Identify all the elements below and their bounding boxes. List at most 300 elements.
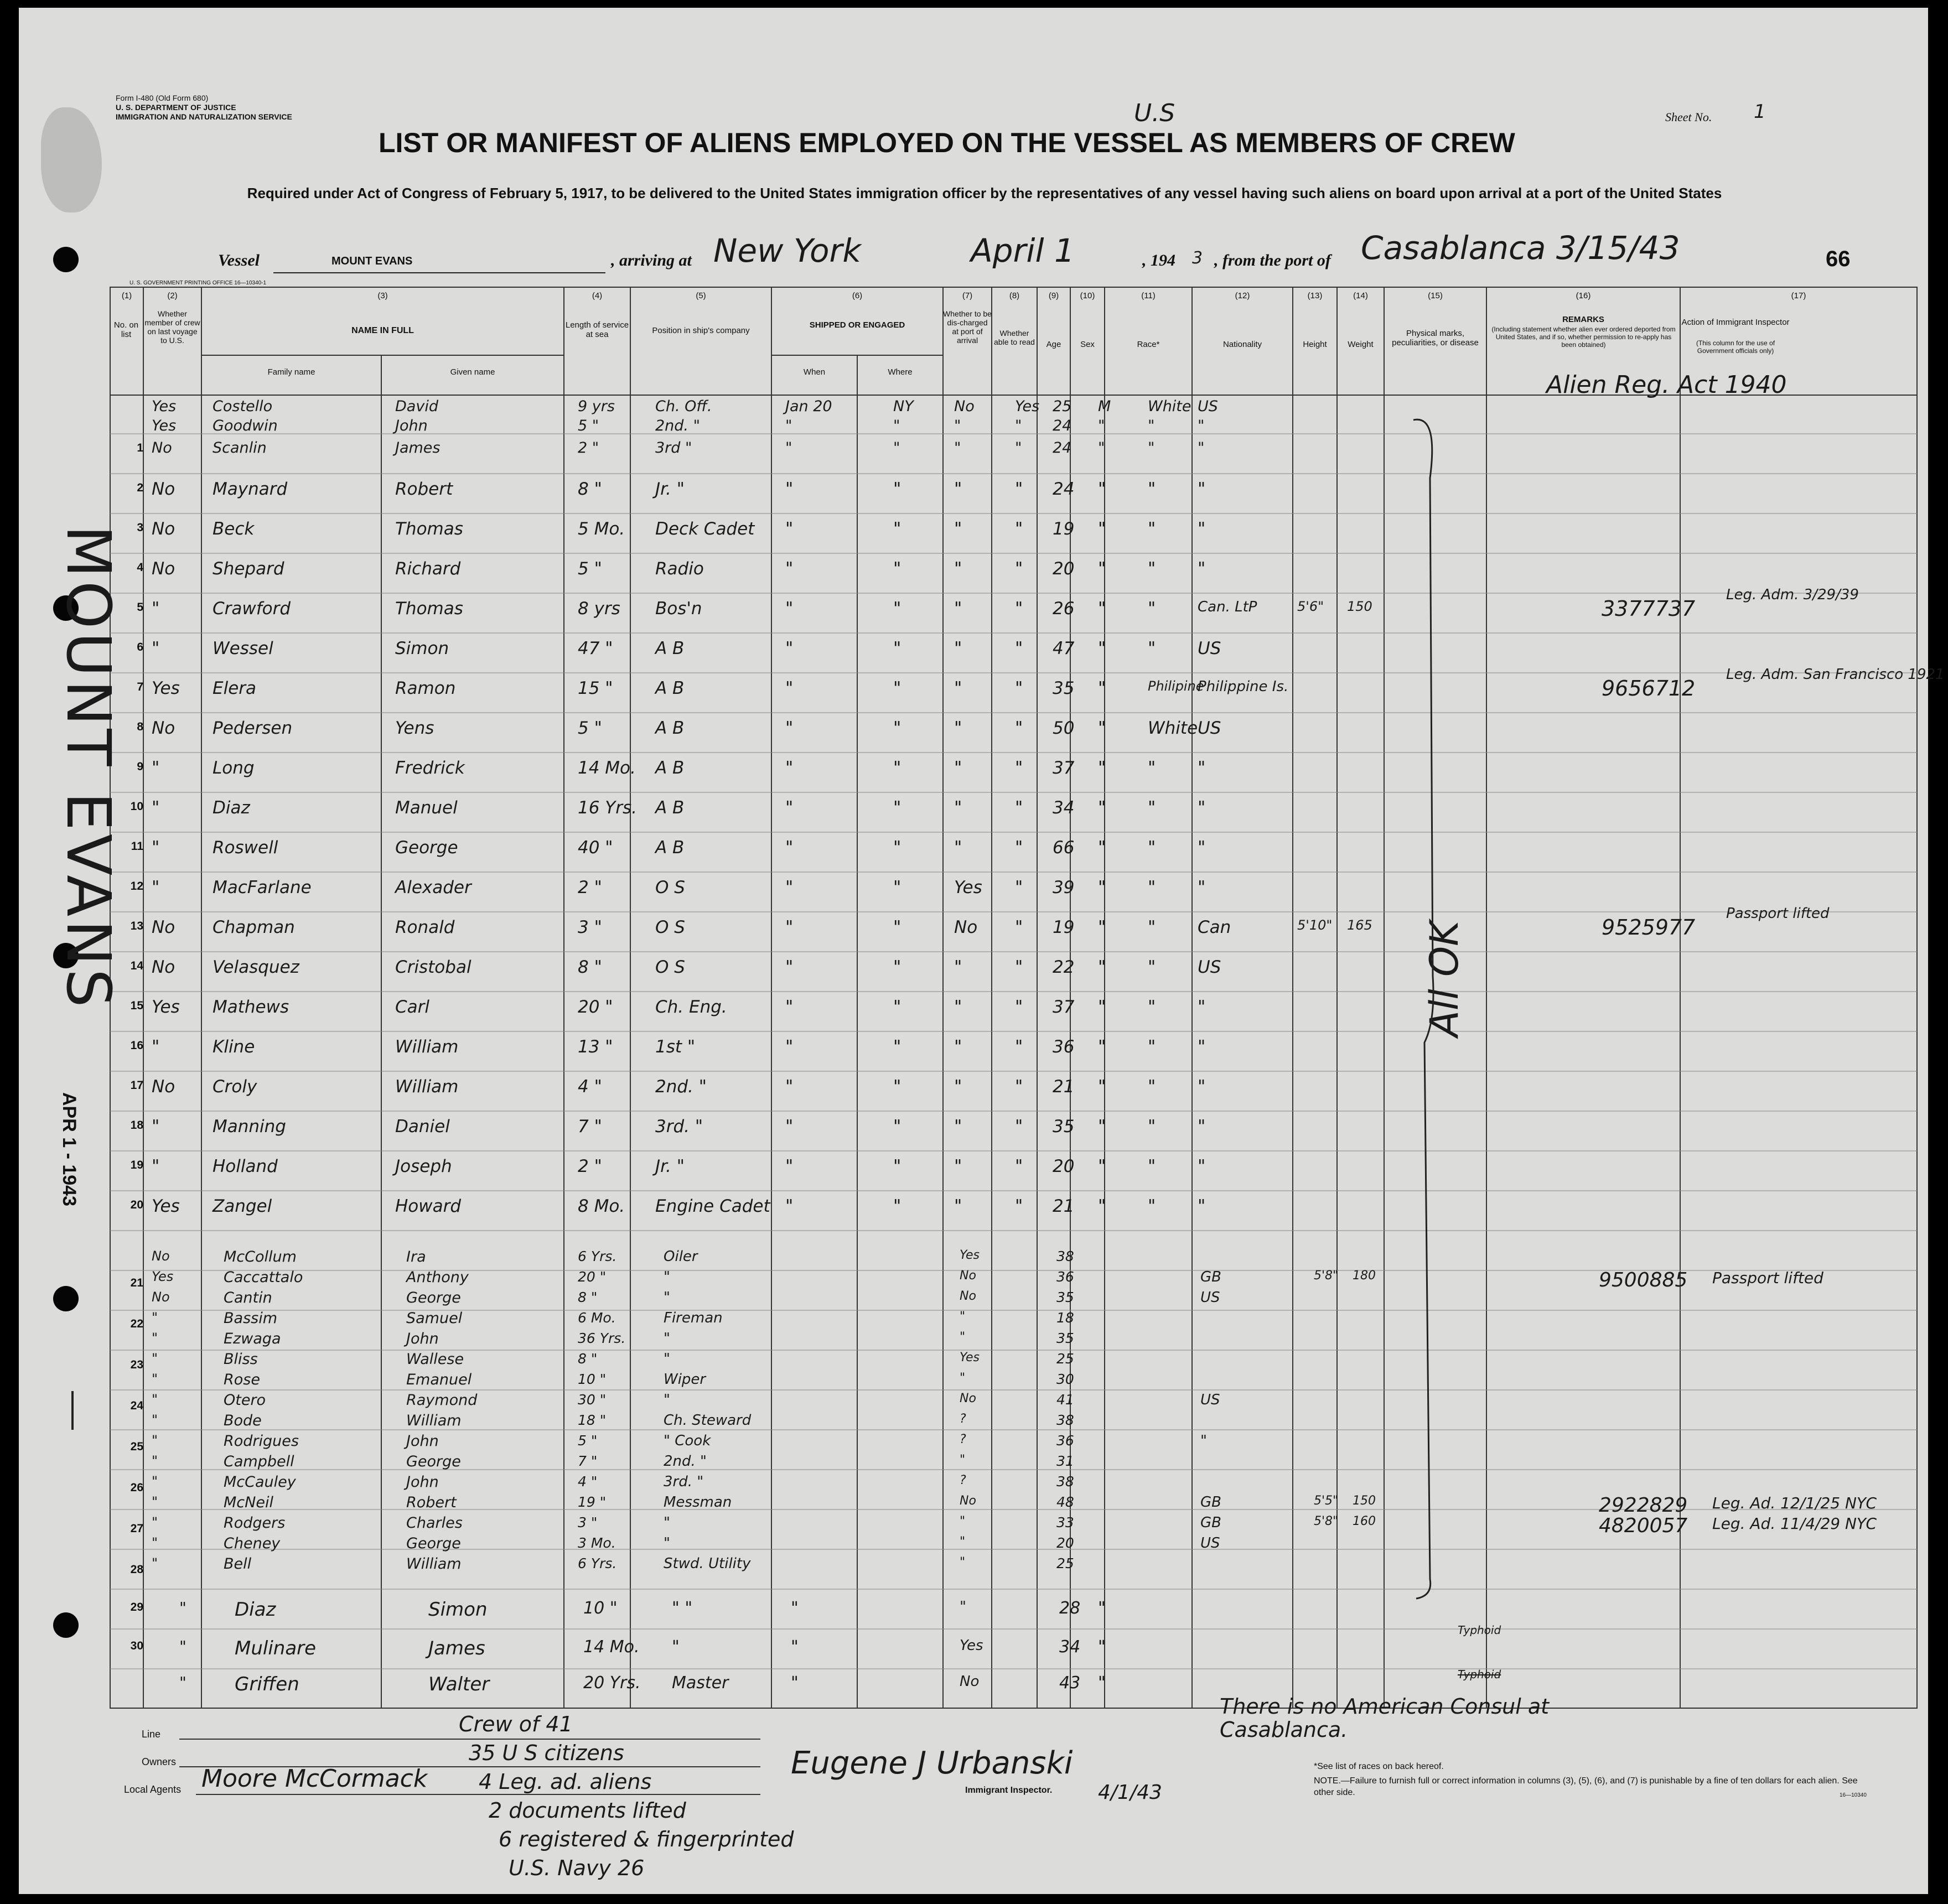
row-number: 11 [131, 840, 143, 853]
row-given-name: John [406, 1330, 439, 1347]
row-given-name: John [406, 1433, 439, 1450]
header-where: Where [888, 367, 913, 377]
row-sex: " [1098, 417, 1105, 434]
row-shipped-where: " [893, 1117, 902, 1137]
row-position: 2nd. " [655, 417, 701, 434]
row-age: 20 [1053, 559, 1075, 579]
row-age: 47 [1053, 639, 1075, 658]
row-position: " [672, 1637, 680, 1657]
row-position: A B [655, 678, 685, 698]
row-discharged: ? [960, 1474, 966, 1487]
row-prev-voyage: " [152, 639, 160, 658]
row-able-read: " [1015, 1037, 1023, 1057]
row-number: 21 [130, 1277, 143, 1289]
row-shipped-where: " [893, 718, 902, 738]
row-position: Bos'n [655, 599, 702, 619]
row-race: " [1148, 1156, 1156, 1176]
row-shipped-when: " [791, 1673, 799, 1693]
row-position: Messman [664, 1494, 732, 1511]
row-age: 36 [1056, 1269, 1074, 1285]
row-given-name: George [406, 1453, 461, 1470]
row-sex: " [1098, 718, 1106, 738]
row-age: 38 [1056, 1248, 1074, 1264]
local-agents: Moore McCormack [201, 1765, 428, 1793]
row-service-length: 5 Mo. [578, 519, 625, 539]
row-number: 3 [137, 521, 143, 534]
header-when: When [803, 367, 826, 377]
header-race: Race* [1137, 340, 1160, 349]
row-number: 29 [130, 1601, 143, 1614]
row-shipped-when: " [785, 599, 794, 619]
row-shipped-when: " [785, 1156, 794, 1176]
row-given-name: Joseph [395, 1156, 452, 1176]
row-position: Oiler [664, 1248, 698, 1265]
row-given-name: Wallese [406, 1351, 464, 1368]
row-nationality: Can [1198, 917, 1231, 937]
row-service-length: 47 " [578, 639, 613, 658]
summary-line: 35 U S citizens [469, 1741, 624, 1765]
row-shipped-where: " [893, 417, 900, 434]
row-family-name: Zangel [213, 1196, 272, 1216]
form-number: Form I-480 (Old Form 680) [116, 94, 209, 102]
row-discharged: " [954, 678, 962, 698]
row-age: 35 [1056, 1289, 1074, 1305]
row-race: Philipine [1148, 678, 1204, 694]
row-age: 41 [1056, 1392, 1074, 1408]
row-number: 17 [130, 1079, 143, 1092]
row-nationality: Philippine Is. [1198, 678, 1289, 695]
row-given-name: Howard [395, 1196, 462, 1216]
row-given-name: George [406, 1289, 461, 1306]
summary-line: 2 documents lifted [489, 1798, 686, 1823]
row-nationality: " [1198, 838, 1206, 858]
row-nationality: " [1198, 1196, 1206, 1216]
row-shipped-when: " [785, 878, 794, 897]
row-family-name: Bode [224, 1412, 262, 1429]
row-height: 5'8" [1314, 1269, 1339, 1283]
row-prev-voyage: " [152, 1412, 158, 1428]
row-family-name: Bell [224, 1555, 252, 1573]
row-prev-voyage: " [152, 1535, 158, 1550]
row-nationality: US [1200, 1535, 1220, 1552]
row-nationality: GB [1200, 1514, 1221, 1531]
row-shipped-where: " [893, 838, 902, 858]
row-family-name: Velasquez [213, 957, 299, 977]
row-given-name: Thomas [395, 519, 463, 539]
row-number: 9 [137, 760, 143, 773]
service: IMMIGRATION AND NATURALIZATION SERVICE [116, 112, 292, 121]
row-position: Engine Cadet [655, 1196, 770, 1216]
row-sex: " [1098, 519, 1106, 539]
row-prev-voyage: No [152, 917, 175, 937]
row-sex: " [1098, 1599, 1106, 1618]
row-sex: " [1098, 1117, 1106, 1137]
row-sex: " [1098, 599, 1106, 619]
row-shipped-where: " [893, 758, 902, 778]
row-service-length: 7 " [578, 1117, 602, 1137]
header-family-name: Family name [267, 367, 315, 377]
row-given-name: Yens [395, 718, 434, 738]
row-family-name: McCollum [224, 1248, 297, 1265]
row-shipped-where: " [893, 678, 902, 698]
row-number: 18 [130, 1119, 143, 1132]
row-prev-voyage: " [152, 1330, 158, 1346]
row-position: Fireman [664, 1310, 723, 1326]
row-given-name: George [395, 838, 458, 858]
row-discharged: Yes [960, 1351, 980, 1365]
row-age: 20 [1056, 1535, 1074, 1551]
row-able-read: " [1015, 718, 1023, 738]
row-shipped-where: " [893, 878, 902, 897]
row-number: 20 [130, 1199, 143, 1211]
row-family-name: Chapman [213, 917, 295, 937]
row-race: " [1148, 1077, 1156, 1097]
row-service-length: 36 Yrs. [578, 1330, 626, 1346]
row-family-name: Crawford [213, 599, 291, 619]
row-nationality: US [1198, 398, 1218, 415]
row-service-length: 5 " [578, 718, 602, 738]
row-race: " [1148, 997, 1156, 1017]
row-service-length: 7 " [578, 1453, 598, 1469]
header-able-read: Whether able to read [994, 329, 1035, 347]
row-nationality: US [1200, 1289, 1220, 1306]
row-action: Leg. Ad. 11/4/29 NYC [1712, 1514, 1877, 1533]
row-number: 27 [130, 1522, 143, 1535]
row-race: " [1148, 559, 1156, 579]
row-shipped-where: " [893, 519, 902, 539]
row-race: " [1148, 798, 1156, 818]
header-action-note: (This column for the use of Government officials only) [1696, 339, 1775, 355]
column-number: (7) [962, 291, 973, 300]
row-discharged: " [954, 479, 962, 499]
row-sex: " [1098, 1037, 1106, 1057]
row-discharged: " [960, 1330, 966, 1344]
row-prev-voyage: Yes [152, 1269, 174, 1284]
row-discharged: " [954, 1156, 962, 1176]
row-given-name: Charles [406, 1514, 463, 1532]
row-service-length: 6 Yrs. [578, 1248, 617, 1264]
row-family-name: Campbell [224, 1453, 294, 1470]
row-discharged: " [960, 1310, 966, 1324]
row-number: 15 [130, 999, 143, 1012]
row-position: 2nd. " [664, 1453, 707, 1470]
row-age: 35 [1053, 1117, 1075, 1137]
row-shipped-when: " [785, 718, 794, 738]
row-able-read: " [1015, 997, 1023, 1017]
row-service-length: 6 Mo. [578, 1310, 616, 1326]
row-prev-voyage: No [152, 957, 175, 977]
row-nationality: GB [1200, 1269, 1221, 1285]
page-number: 66 [1826, 247, 1851, 271]
row-number: 26 [130, 1481, 143, 1494]
row-given-name: John [395, 417, 428, 434]
row-family-name: Beck [213, 519, 255, 539]
row-discharged: " [954, 838, 962, 858]
row-age: 19 [1053, 519, 1075, 539]
row-able-read: " [1015, 798, 1023, 818]
row-race: " [1148, 639, 1156, 658]
row-shipped-where: " [893, 1077, 902, 1097]
row-position: " [664, 1514, 670, 1531]
row-age: 20 [1053, 1156, 1075, 1176]
row-weight: 165 [1347, 917, 1372, 933]
row-given-name: Simon [395, 639, 449, 658]
row-age: 25 [1053, 398, 1072, 415]
row-sex: " [1098, 1673, 1106, 1693]
row-nationality: " [1198, 559, 1206, 579]
row-shipped-when: Jan 20 [785, 398, 832, 415]
row-service-length: 15 " [578, 678, 613, 698]
margin-dash [71, 1391, 74, 1430]
row-given-name: Daniel [395, 1117, 450, 1137]
row-family-name: Bliss [224, 1351, 258, 1368]
row-action: Passport lifted [1712, 1269, 1823, 1287]
row-discharged: No [960, 1269, 976, 1283]
header-member-last-voyage: Whether member of crew on last voyage to U.S. [144, 309, 200, 345]
row-family-name: McNeil [224, 1494, 273, 1511]
row-shipped-where: " [893, 997, 902, 1017]
summary-line: 6 registered & fingerprinted [499, 1827, 794, 1851]
row-discharged: " [960, 1599, 966, 1615]
row-prev-voyage: " [179, 1599, 186, 1617]
row-given-name: Ramon [395, 678, 456, 698]
row-discharged: " [960, 1514, 966, 1528]
column-number: (15) [1428, 291, 1443, 300]
row-position: " [664, 1269, 670, 1285]
row-discharged: No [960, 1289, 976, 1303]
row-race: " [1148, 758, 1156, 778]
header-position: Position in ship's company [652, 326, 750, 335]
row-discharged: " [954, 798, 962, 818]
races-note: *See list of races on back hereof. [1314, 1762, 1444, 1771]
row-nationality: US [1198, 639, 1221, 658]
row-action: Leg. Adm. San Francisco 1921 [1726, 666, 1945, 683]
column-number: (12) [1235, 291, 1250, 300]
row-shipped-when: " [785, 439, 792, 456]
row-number: 2 [137, 481, 143, 494]
row-sex: " [1098, 1156, 1106, 1176]
row-number: 13 [130, 920, 143, 932]
row-shipped-when: " [785, 1117, 794, 1137]
row-position: " [664, 1330, 670, 1347]
row-race: " [1148, 417, 1155, 434]
row-position: A B [655, 758, 685, 778]
row-service-length: 14 Mo. [578, 758, 636, 778]
row-prev-voyage: " [179, 1673, 186, 1692]
row-sex: " [1098, 1077, 1106, 1097]
row-discharged: No [960, 1673, 980, 1690]
row-nationality: " [1198, 798, 1206, 818]
row-family-name: Diaz [213, 798, 250, 818]
row-able-read: " [1015, 479, 1023, 499]
row-position: " " [672, 1599, 693, 1618]
from-label: , from the port of [1214, 251, 1331, 269]
row-family-name: McCauley [224, 1474, 296, 1491]
row-age: 38 [1056, 1412, 1074, 1428]
row-shipped-when: " [785, 1077, 794, 1097]
row-family-name: Roswell [213, 838, 278, 858]
row-weight: 160 [1353, 1514, 1376, 1528]
row-race: " [1148, 479, 1156, 499]
row-sex: " [1098, 1637, 1106, 1657]
row-family-name: Griffen [235, 1673, 299, 1695]
manifest-sheet [19, 8, 1945, 1894]
row-service-length: 2 " [578, 1156, 602, 1176]
sheet-no: 1 [1754, 101, 1766, 123]
row-discharged: " [954, 1077, 962, 1097]
row-remarks: 9500885 [1599, 1269, 1688, 1291]
header-remarks: REMARKS [1562, 315, 1604, 324]
row-physical-marks: Typhoid [1458, 1623, 1501, 1637]
row-race: White [1148, 718, 1198, 738]
row-family-name: Scanlin [213, 439, 267, 456]
owners-label: Owners [142, 1756, 177, 1767]
row-nationality: US [1200, 1392, 1220, 1408]
row-remarks: 4820057 [1599, 1514, 1688, 1537]
vessel-name: MOUNT EVANS [331, 255, 413, 267]
row-race: " [1148, 878, 1156, 897]
row-nationality: " [1198, 479, 1206, 499]
row-nationality: " [1198, 439, 1205, 456]
row-age: 21 [1053, 1196, 1075, 1216]
column-number: (16) [1576, 291, 1591, 300]
row-sex: " [1098, 838, 1106, 858]
row-discharged: " [954, 599, 962, 619]
column-number: (8) [1009, 291, 1020, 300]
row-prev-voyage: No [152, 479, 175, 499]
column-number: (14) [1353, 291, 1368, 300]
row-able-read: " [1015, 838, 1023, 858]
row-position: 3rd. " [664, 1474, 704, 1490]
row-given-name: John [406, 1474, 439, 1491]
row-age: 21 [1053, 1077, 1075, 1097]
row-prev-voyage: " [152, 838, 160, 858]
row-number: 25 [130, 1440, 143, 1453]
row-position: Jr. " [655, 479, 685, 499]
row-given-name: Cristobal [395, 957, 472, 977]
row-discharged: " [960, 1371, 966, 1385]
row-family-name: MacFarlane [213, 878, 312, 897]
row-service-length: 3 " [578, 917, 602, 937]
row-number: 10 [130, 800, 143, 813]
row-given-name: Anthony [406, 1269, 469, 1286]
inspector-signature: Eugene J Urbanski [791, 1745, 1073, 1781]
row-family-name: Holland [213, 1156, 278, 1176]
row-discharged: " [954, 439, 961, 456]
row-given-name: Ronald [395, 917, 455, 937]
row-shipped-when: " [785, 678, 794, 698]
header-age: Age [1046, 340, 1061, 349]
row-age: 38 [1056, 1474, 1074, 1490]
inspector-label: Immigrant Inspector. [965, 1786, 1053, 1795]
row-discharged: No [960, 1494, 976, 1508]
row-family-name: Diaz [235, 1599, 276, 1621]
title-note: U.S [1134, 99, 1175, 127]
row-given-name: Fredrick [395, 758, 465, 778]
row-race: " [1148, 439, 1155, 456]
row-family-name: Maynard [213, 479, 288, 499]
row-able-read: " [1015, 678, 1023, 698]
column-number: (17) [1791, 291, 1806, 300]
row-prev-voyage: Yes [152, 1196, 180, 1216]
row-given-name: William [406, 1412, 462, 1429]
row-age: 31 [1056, 1453, 1074, 1469]
row-remarks: 9656712 [1602, 676, 1696, 701]
row-position: Wiper [664, 1371, 706, 1388]
row-given-name: Robert [395, 479, 453, 499]
row-service-length: 5 " [578, 559, 602, 579]
row-prev-voyage: No [152, 718, 175, 738]
row-service-length: 14 Mo. [583, 1637, 640, 1657]
row-shipped-when: " [791, 1637, 799, 1657]
row-service-length: 9 yrs [578, 398, 615, 415]
row-nationality: " [1198, 878, 1206, 897]
row-race: " [1148, 838, 1156, 858]
row-nationality: " [1198, 1037, 1206, 1057]
row-family-name: Manning [213, 1117, 286, 1137]
row-shipped-where: " [893, 1037, 902, 1057]
row-able-read: " [1015, 957, 1023, 977]
header-height: Height [1303, 340, 1327, 349]
row-able-read: " [1015, 917, 1023, 937]
arrival-date: April 1 [971, 232, 1075, 269]
row-shipped-when: " [785, 1196, 794, 1216]
row-service-length: 18 " [578, 1412, 607, 1428]
form-title: LIST OR MANIFEST OF ALIENS EMPLOYED ON THE VESSEL AS MEMBERS OF CREW [379, 127, 1515, 158]
row-shipped-where: " [893, 639, 902, 658]
row-given-name: James [428, 1637, 485, 1659]
from-port: Casablanca 3/15/43 [1361, 229, 1680, 267]
row-sex: " [1098, 678, 1106, 698]
row-service-length: 16 Yrs. [578, 798, 637, 818]
row-discharged: No [954, 398, 975, 415]
row-race: " [1148, 1117, 1156, 1137]
header-weight: Weight [1348, 340, 1374, 349]
row-given-name: Walter [428, 1673, 490, 1695]
row-height: 5'8" [1314, 1514, 1339, 1528]
row-prev-voyage: Yes [152, 997, 180, 1017]
row-family-name: Elera [213, 678, 257, 698]
row-remarks: 2922829 [1599, 1494, 1688, 1517]
row-discharged: Yes [960, 1248, 980, 1262]
row-prev-voyage: " [152, 1371, 158, 1387]
row-age: 28 [1059, 1599, 1081, 1618]
row-position: " [664, 1392, 670, 1408]
row-shipped-when: " [785, 1037, 794, 1057]
row-number: 24 [130, 1399, 143, 1412]
row-nationality: " [1198, 758, 1206, 778]
column-number: (1) [121, 291, 132, 300]
row-nationality: GB [1200, 1494, 1221, 1511]
row-shipped-where: " [893, 1156, 902, 1176]
row-able-read: " [1015, 439, 1022, 456]
row-prev-voyage: Yes [152, 417, 177, 434]
row-position: Radio [655, 559, 704, 579]
row-position: " [664, 1351, 670, 1367]
row-number: 23 [130, 1358, 143, 1371]
form-code: 16—10340 [1840, 1792, 1867, 1798]
row-nationality: " [1198, 1117, 1206, 1137]
column-number: (2) [167, 291, 178, 300]
row-shipped-where: " [893, 917, 902, 937]
row-shipped-where: " [893, 479, 902, 499]
row-sex: " [1098, 997, 1106, 1017]
vessel-label: Vessel [218, 251, 260, 269]
row-discharged: " [954, 957, 962, 977]
row-shipped-when: " [785, 957, 794, 977]
row-given-name: Raymond [406, 1392, 478, 1409]
row-prev-voyage: " [152, 798, 160, 818]
